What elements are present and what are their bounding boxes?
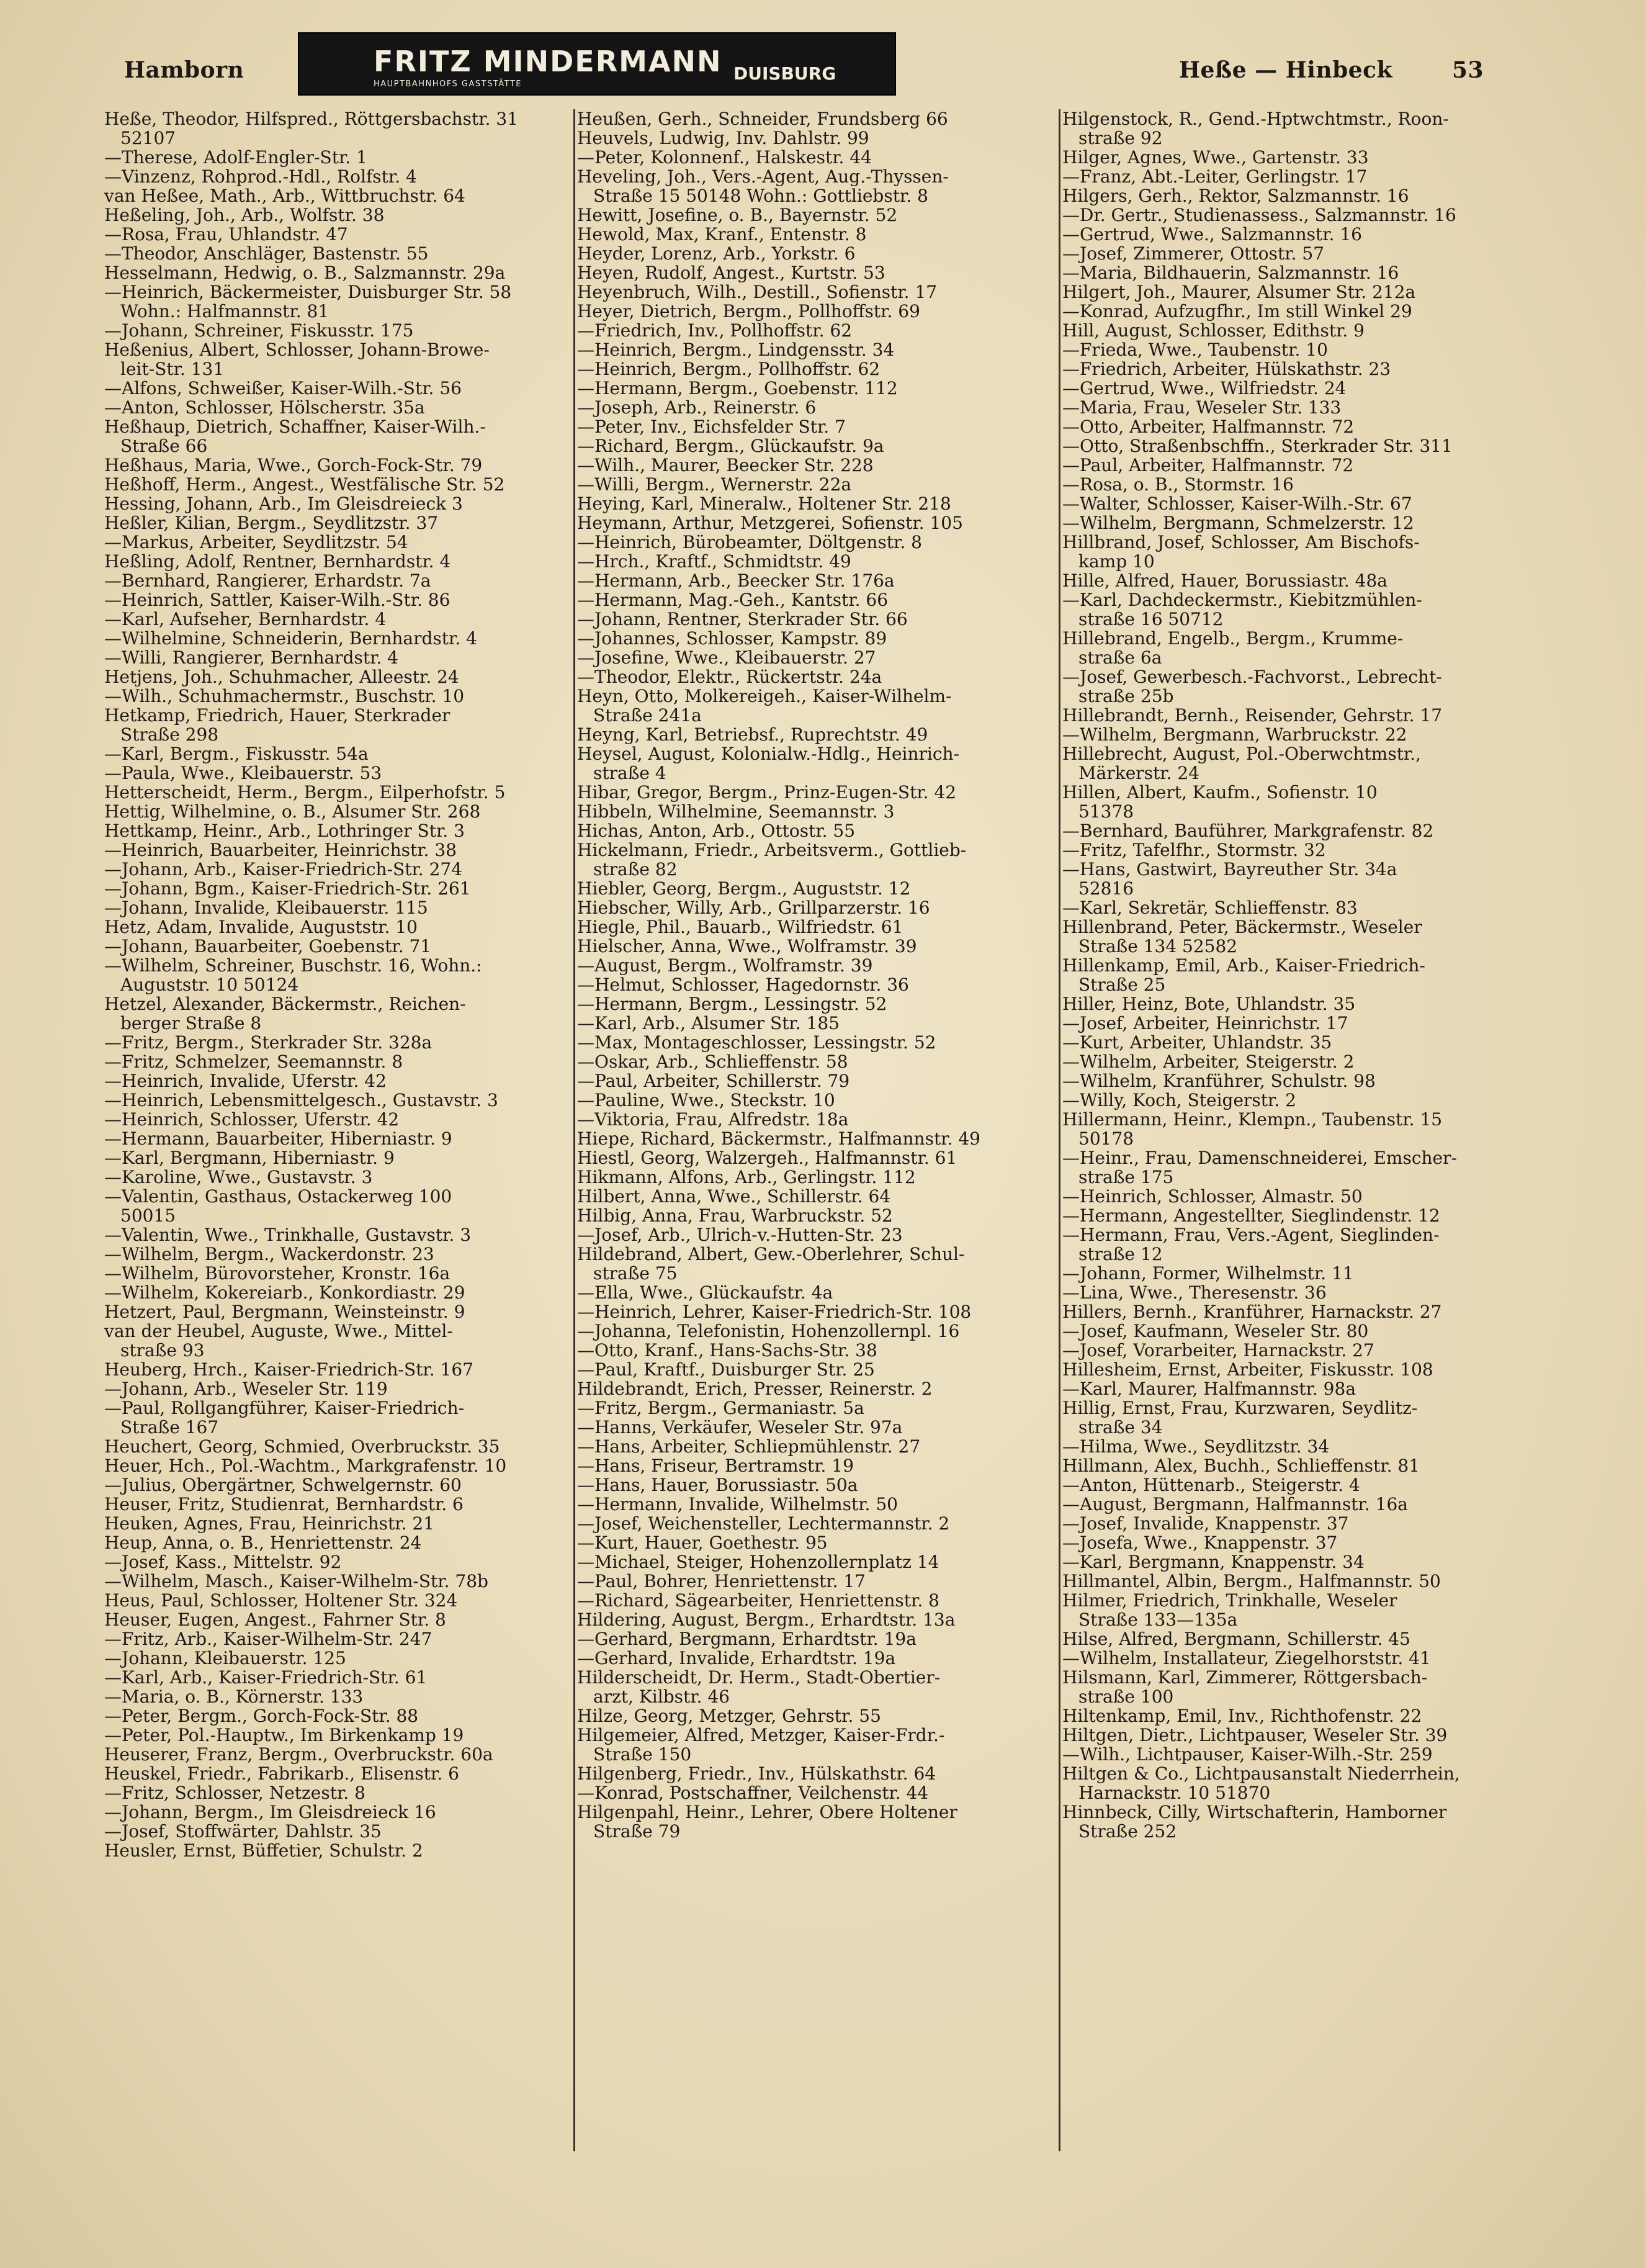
- directory-entry: —Anton, Schlosser, Hölscherstr. 35a: [104, 398, 425, 417]
- directory-entry: —Willi, Rangierer, Bernhardstr. 4: [104, 648, 399, 667]
- directory-entry: —Friedrich, Arbeiter, Hülskathstr. 23: [1062, 359, 1391, 379]
- directory-entry: Hibar, Gregor, Bergm., Prinz-Eugen-Str. 42: [577, 783, 957, 802]
- directory-entry: straße 93: [120, 1341, 205, 1360]
- directory-entry: —Fritz, Bergm., Germaniastr. 5a: [577, 1398, 864, 1418]
- directory-entry: Heuser, Fritz, Studienrat, Bernhardstr. 6: [104, 1495, 464, 1514]
- directory-entry: Heyenbruch, Wilh., Destill., Sofienstr. 17: [577, 282, 938, 302]
- directory-entry: —Johann, Kleibauerstr. 125: [104, 1649, 346, 1668]
- directory-entry: —Wilh., Maurer, Beecker Str. 228: [577, 456, 874, 475]
- directory-entry: Heyng, Karl, Betriebsf., Ruprechtstr. 49: [577, 725, 928, 744]
- directory-entry: —Walter, Schlosser, Kaiser-Wilh.-Str. 67: [1062, 494, 1412, 513]
- directory-entry: —Anton, Hüttenarb., Steigerstr. 4: [1062, 1475, 1360, 1495]
- directory-entry: Straße 134 52582: [1078, 937, 1238, 956]
- directory-entry: straße 82: [593, 860, 678, 879]
- directory-entry: —Konrad, Postschaffner, Veilchenstr. 44: [577, 1783, 929, 1802]
- directory-entry: Heuchert, Georg, Schmied, Overbruckstr. 35: [104, 1437, 500, 1456]
- directory-entry: —Karl, Arb., Kaiser-Friedrich-Str. 61: [104, 1668, 428, 1687]
- directory-entry: Hilger, Agnes, Wwe., Gartenstr. 33: [1062, 148, 1369, 167]
- directory-entry: —Hermann, Mag.-Geh., Kantstr. 66: [577, 590, 889, 610]
- directory-entry: —Paul, Kraftf., Duisburger Str. 25: [577, 1360, 875, 1379]
- directory-entry: —Hermann, Angestellter, Sieglindenstr. 12: [1062, 1206, 1440, 1225]
- directory-entry: —Fritz, Arb., Kaiser-Wilhelm-Str. 247: [104, 1629, 433, 1649]
- directory-entry: —Otto, Arbeiter, Halfmannstr. 72: [1062, 417, 1355, 436]
- directory-entry: Hilze, Georg, Metzger, Gehrstr. 55: [577, 1706, 881, 1726]
- directory-entry: —Heinrich, Lebensmittelgesch., Gustavstr. 3: [104, 1091, 498, 1110]
- directory-entry: 50015: [120, 1206, 176, 1225]
- directory-entry: Hiestl, Georg, Walzergeh., Halfmannstr. 61: [577, 1148, 957, 1168]
- directory-entry: —Hans, Gastwirt, Bayreuther Str. 34a: [1062, 860, 1397, 879]
- directory-entry: Hillenkamp, Emil, Arb., Kaiser-Friedrich-: [1062, 956, 1425, 975]
- directory-entry: —Karoline, Wwe., Gustavstr. 3: [104, 1168, 373, 1187]
- directory-column-3: [1062, 109, 1559, 2251]
- directory-entry: —Dr. Gertr., Studienassess., Salzmannstr. 16: [1062, 205, 1456, 225]
- directory-entry: straße 16 50712: [1078, 610, 1224, 629]
- directory-entry: Heyn, Otto, Molkereigeh., Kaiser-Wilhelm-: [577, 686, 952, 706]
- directory-entry: —Franz, Abt.-Leiter, Gerlingstr. 17: [1062, 167, 1368, 186]
- directory-entry: Wohn.: Halfmannstr. 81: [120, 302, 329, 321]
- directory-entry: —Alfons, Schweißer, Kaiser-Wilh.-Str. 56: [104, 379, 462, 398]
- directory-entry: —Therese, Adolf-Engler-Str. 1: [104, 148, 367, 167]
- directory-entry: Heysel, August, Kolonialw.-Hdlg., Heinrich-: [577, 744, 960, 763]
- directory-entry: —Josef, Stoffwärter, Dahlstr. 35: [104, 1822, 382, 1841]
- directory-entry: —Gerhard, Invalide, Erhardtstr. 19a: [577, 1649, 896, 1668]
- directory-entry: —Heinrich, Bauarbeiter, Heinrichstr. 38: [104, 840, 457, 860]
- directory-entry: Hillebrandt, Bernh., Reisender, Gehrstr. 17: [1062, 706, 1443, 725]
- directory-entry: —Peter, Bergm., Gorch-Fock-Str. 88: [104, 1706, 419, 1726]
- directory-entry: Heuken, Agnes, Frau, Heinrichstr. 21: [104, 1514, 435, 1533]
- directory-entry: —Kurt, Arbeiter, Uhlandstr. 35: [1062, 1033, 1332, 1052]
- directory-entry: —Wilhelm, Arbeiter, Steigerstr. 2: [1062, 1052, 1355, 1071]
- directory-entry: —Johann, Bgm., Kaiser-Friedrich-Str. 261: [104, 879, 471, 898]
- directory-entry: Heuserer, Franz, Bergm., Overbruckstr. 60a: [104, 1745, 493, 1764]
- directory-entry: Hesselmann, Hedwig, o. B., Salzmannstr. 29a: [104, 263, 506, 282]
- directory-entry: —Hans, Hauer, Borussiastr. 50a: [577, 1475, 858, 1495]
- directory-entry: Hilgenstock, R., Gend.-Hptwchtmstr., Roon-: [1062, 109, 1449, 128]
- directory-entry: Hetzel, Alexander, Bäckermstr., Reichen-: [104, 994, 466, 1014]
- directory-entry: 52816: [1078, 879, 1134, 898]
- directory-entry: —Paul, Arbeiter, Halfmannstr. 72: [1062, 456, 1354, 475]
- directory-entry: —Lina, Wwe., Theresenstr. 36: [1062, 1283, 1327, 1302]
- directory-entry: —Willi, Bergm., Wernerstr. 22a: [577, 475, 852, 494]
- directory-entry: Hiepe, Richard, Bäckermstr., Halfmannstr. 49: [577, 1129, 980, 1148]
- directory-entry: —Josefine, Wwe., Kleibauerstr. 27: [577, 648, 876, 667]
- directory-entry: straße 75: [593, 1264, 678, 1283]
- directory-entry: Hichas, Anton, Arb., Ottostr. 55: [577, 821, 856, 840]
- directory-entry: —Richard, Sägearbeiter, Henriettenstr. 8: [577, 1591, 939, 1610]
- directory-entry: —Heinr., Frau, Damenschneiderei, Emscher-: [1062, 1148, 1457, 1168]
- directory-column-1: [104, 109, 570, 2251]
- directory-entry: Hilbig, Anna, Frau, Warbruckstr. 52: [577, 1206, 893, 1225]
- directory-entry: Heveling, Joh., Vers.-Agent, Aug.-Thyssen-: [577, 167, 949, 186]
- directory-entry: —Hrch., Kraftf., Schmidtstr. 49: [577, 552, 851, 571]
- running-head-right: Heße — Hinbeck: [1179, 57, 1393, 83]
- directory-entry: Hiltenkamp, Emil, Inv., Richthofenstr. 22: [1062, 1706, 1422, 1726]
- directory-entry: —Markus, Arbeiter, Seydlitzstr. 54: [104, 533, 408, 552]
- directory-entry: —Willy, Koch, Steigerstr. 2: [1062, 1091, 1296, 1110]
- directory-entry: —Johann, Bergm., Im Gleisdreieck 16: [104, 1802, 436, 1822]
- directory-entry: —Pauline, Wwe., Steckstr. 10: [577, 1091, 835, 1110]
- directory-entry: Hickelmann, Friedr., Arbeitsverm., Gottlieb-: [577, 840, 967, 860]
- running-head-left: Hamborn: [124, 57, 244, 83]
- directory-entry: —Josef, Gewerbesch.-Fachvorst., Lebrecht-: [1062, 667, 1442, 686]
- directory-entry: —Karl, Bergm., Fiskusstr. 54a: [104, 744, 369, 763]
- directory-entry: Hillmantel, Albin, Bergm., Halfmannstr. 50: [1062, 1572, 1441, 1591]
- directory-entry: Heuvels, Ludwig, Inv. Dahlstr. 99: [577, 128, 869, 148]
- directory-entry: Heuskel, Friedr., Fabrikarb., Elisenstr. 6: [104, 1764, 459, 1783]
- directory-entry: —Johann, Former, Wilhelmstr. 11: [1062, 1264, 1354, 1283]
- directory-entry: —Karl, Arb., Alsumer Str. 185: [577, 1014, 840, 1033]
- directory-entry: Hilgers, Gerh., Rektor, Salzmannstr. 16: [1062, 186, 1409, 205]
- directory-entry: —Josef, Invalide, Knappenstr. 37: [1062, 1514, 1349, 1533]
- directory-entry: Hiller, Heinz, Bote, Uhlandstr. 35: [1062, 994, 1356, 1014]
- directory-entry: Hewitt, Josefine, o. B., Bayernstr. 52: [577, 205, 898, 225]
- directory-entry: straße 100: [1078, 1687, 1174, 1706]
- directory-entry: Heymann, Arthur, Metzgerei, Sofienstr. 105: [577, 513, 963, 533]
- directory-entry: —Karl, Aufseher, Bernhardstr. 4: [104, 610, 387, 629]
- directory-entry: —Wilhelm, Bergmann, Schmelzerstr. 12: [1062, 513, 1414, 533]
- directory-entry: Hillebrecht, August, Pol.-Oberwchtmstr.,: [1062, 744, 1422, 763]
- directory-entry: —Paula, Wwe., Kleibauerstr. 53: [104, 763, 382, 783]
- directory-entry: —Vinzenz, Rohprod.-Hdl., Rolfstr. 4: [104, 167, 417, 186]
- directory-entry: —Karl, Sekretär, Schlieffenstr. 83: [1062, 898, 1358, 917]
- directory-entry: Hillbrand, Josef, Schlosser, Am Bischofs-: [1062, 533, 1420, 552]
- directory-entry: —Josef, Zimmerer, Ottostr. 57: [1062, 244, 1325, 263]
- directory-entry: Hildering, August, Bergm., Erhardtstr. 13a: [577, 1610, 956, 1629]
- directory-entry: —Josef, Weichensteller, Lechtermannstr. 2: [577, 1514, 950, 1533]
- directory-entry: —Theodor, Elektr., Rückertstr. 24a: [577, 667, 882, 686]
- directory-entry: Hettig, Wilhelmine, o. B., Alsumer Str. 268: [104, 802, 481, 821]
- directory-entry: —Theodor, Anschläger, Bastenstr. 55: [104, 244, 429, 263]
- directory-entry: —Karl, Dachdeckermstr., Kiebitzmühlen-: [1062, 590, 1422, 610]
- directory-entry: —Josef, Kass., Mittelstr. 92: [104, 1552, 342, 1572]
- directory-entry: Heus, Paul, Schlosser, Holtener Str. 324: [104, 1591, 458, 1610]
- directory-entry: —Josef, Arbeiter, Heinrichstr. 17: [1062, 1014, 1348, 1033]
- directory-entry: —Paul, Arbeiter, Schillerstr. 79: [577, 1071, 850, 1091]
- directory-entry: —Johann, Arb., Weseler Str. 119: [104, 1379, 388, 1398]
- directory-entry: Hibbeln, Wilhelmine, Seemannstr. 3: [577, 802, 895, 821]
- directory-entry: —Kurt, Hauer, Goethestr. 95: [577, 1533, 828, 1552]
- ad-subtitle: HAUPTBAHNHOFS GASTSTÄTTE: [374, 79, 522, 89]
- directory-entry: Hillebrand, Engelb., Bergm., Krumme-: [1062, 629, 1404, 648]
- directory-entry: —Wilhelm, Bergmann, Warbruckstr. 22: [1062, 725, 1407, 744]
- directory-entry: —Richard, Bergm., Glückaufstr. 9a: [577, 436, 884, 456]
- directory-entry: Hettkamp, Heinr., Arb., Lothringer Str. 3: [104, 821, 465, 840]
- directory-entry: —Johann, Schreiner, Fiskusstr. 175: [104, 321, 414, 340]
- directory-entry: Auguststr. 10 50124: [120, 975, 299, 994]
- directory-entry: Hilmer, Friedrich, Trinkhalle, Weseler: [1062, 1591, 1397, 1610]
- directory-entry: straße 92: [1078, 128, 1163, 148]
- column-divider: [573, 109, 575, 2151]
- directory-entry: —Helmut, Schlosser, Hagedornstr. 36: [577, 975, 909, 994]
- directory-entry: —Peter, Inv., Eichsfelder Str. 7: [577, 417, 846, 436]
- directory-entry: Hillenbrand, Peter, Bäckermstr., Weseler: [1062, 917, 1422, 937]
- directory-entry: Straße 241a: [593, 706, 702, 725]
- directory-entry: berger Straße 8: [120, 1014, 262, 1033]
- directory-entry: Hetz, Adam, Invalide, Auguststr. 10: [104, 917, 418, 937]
- directory-entry: straße 12: [1078, 1244, 1163, 1264]
- directory-entry: Hiebler, Georg, Bergm., Auguststr. 12: [577, 879, 911, 898]
- directory-entry: —Oskar, Arb., Schlieffenstr. 58: [577, 1052, 848, 1071]
- directory-entry: —Frieda, Wwe., Taubenstr. 10: [1062, 340, 1328, 359]
- directory-entry: Hilgemeier, Alfred, Metzger, Kaiser-Frdr.-: [577, 1726, 945, 1745]
- directory-entry: Hiegle, Phil., Bauarb., Wilfriedstr. 61: [577, 917, 903, 937]
- directory-entry: Straße 25: [1078, 975, 1166, 994]
- directory-entry: —Karl, Bergmann, Knappenstr. 34: [1062, 1552, 1365, 1572]
- directory-entry: —August, Bergm., Wolframstr. 39: [577, 956, 873, 975]
- directory-entry: —Hermann, Bergm., Lessingstr. 52: [577, 994, 887, 1014]
- directory-entry: —Hans, Friseur, Bertramstr. 19: [577, 1456, 854, 1475]
- directory-entry: —Hermann, Arb., Beecker Str. 176a: [577, 571, 895, 590]
- directory-column-2: [577, 109, 1055, 2251]
- directory-entry: —Peter, Kolonnenf., Halskestr. 44: [577, 148, 872, 167]
- directory-entry: Hiltgen & Co., Lichtpausanstalt Niederrhein,: [1062, 1764, 1460, 1783]
- directory-entry: —Wilhelm, Bergm., Wackerdonstr. 23: [104, 1244, 434, 1264]
- directory-entry: van Heßee, Math., Arb., Wittbruchstr. 64: [104, 186, 465, 205]
- directory-entry: Hill, August, Schlosser, Edithstr. 9: [1062, 321, 1365, 340]
- directory-entry: Heyen, Rudolf, Angest., Kurtstr. 53: [577, 263, 885, 282]
- directory-entry: Heßhaus, Maria, Wwe., Gorch-Fock-Str. 79: [104, 456, 483, 475]
- directory-entry: Hilsmann, Karl, Zimmerer, Röttgersbach-: [1062, 1668, 1428, 1687]
- directory-entry: —Paul, Bohrer, Henriettenstr. 17: [577, 1572, 866, 1591]
- directory-entry: —Wilhelmine, Schneiderin, Bernhardstr. 4: [104, 629, 477, 648]
- directory-entry: —Gertrud, Wwe., Salzmannstr. 16: [1062, 225, 1362, 244]
- page-number: 53: [1452, 57, 1484, 83]
- directory-entry: Hetkamp, Friedrich, Hauer, Sterkrader: [104, 706, 450, 725]
- directory-entry: —Fritz, Tafelfhr., Stormstr. 32: [1062, 840, 1326, 860]
- directory-entry: Hewold, Max, Kranf., Entenstr. 8: [577, 225, 867, 244]
- directory-entry: —Wilhelm, Bürovorsteher, Kronstr. 16a: [104, 1264, 450, 1283]
- directory-entry: Straße 79: [593, 1822, 681, 1841]
- ad-city: DUISBURG: [733, 63, 836, 84]
- directory-entry: —Heinrich, Schlosser, Uferstr. 42: [104, 1110, 400, 1129]
- directory-entry: —Heinrich, Invalide, Uferstr. 42: [104, 1071, 387, 1091]
- directory-entry: —Hilma, Wwe., Seydlitzstr. 34: [1062, 1437, 1330, 1456]
- directory-entry: Straße 150: [593, 1745, 692, 1764]
- directory-entry: —Fritz, Schlosser, Netzestr. 8: [104, 1783, 365, 1802]
- directory-entry: Straße 66: [120, 436, 208, 456]
- directory-entry: Märkerstr. 24: [1078, 763, 1200, 783]
- directory-entry: —Valentin, Gasthaus, Ostackerweg 100: [104, 1187, 452, 1206]
- directory-entry: Hilbert, Anna, Wwe., Schillerstr. 64: [577, 1187, 891, 1206]
- directory-entry: —Wilh., Schuhmachermstr., Buschstr. 10: [104, 686, 465, 706]
- directory-entry: Hillen, Albert, Kaufm., Sofienstr. 10: [1062, 783, 1378, 802]
- directory-entry: —Hanns, Verkäufer, Weseler Str. 97a: [577, 1418, 903, 1437]
- directory-entry: Heyer, Dietrich, Bergm., Pollhoffstr. 69: [577, 302, 920, 321]
- directory-entry: —Otto, Kranf., Hans-Sachs-Str. 38: [577, 1341, 877, 1360]
- directory-entry: —Johann, Arb., Kaiser-Friedrich-Str. 274: [104, 860, 463, 879]
- directory-entry: Hillig, Ernst, Frau, Kurzwaren, Seydlitz-: [1062, 1398, 1418, 1418]
- directory-entry: —Gertrud, Wwe., Wilfriedstr. 24: [1062, 379, 1347, 398]
- directory-entry: —Peter, Pol.-Hauptw., Im Birkenkamp 19: [104, 1726, 464, 1745]
- directory-entry: —Bernhard, Bauführer, Markgrafenstr. 82: [1062, 821, 1434, 840]
- directory-entry: Heßler, Kilian, Bergm., Seydlitzstr. 37: [104, 513, 439, 533]
- directory-entry: —Heinrich, Schlosser, Almastr. 50: [1062, 1187, 1363, 1206]
- directory-entry: Straße 252: [1078, 1822, 1177, 1841]
- directory-entry: Hetzert, Paul, Bergmann, Weinsteinstr. 9: [104, 1302, 465, 1321]
- directory-entry: Heying, Karl, Mineralw., Holtener Str. 218: [577, 494, 951, 513]
- directory-entry: —August, Bergmann, Halfmannstr. 16a: [1062, 1495, 1408, 1514]
- directory-entry: Hetterscheidt, Herm., Bergm., Eilperhofstr. 5: [104, 783, 506, 802]
- directory-entry: Heßling, Adolf, Rentner, Bernhardstr. 4: [104, 552, 451, 571]
- directory-entry: —Max, Montageschlosser, Lessingstr. 52: [577, 1033, 936, 1052]
- directory-entry: Heßenius, Albert, Schlosser, Johann-Browe-: [104, 340, 490, 359]
- directory-entry: Straße 15 50148 Wohn.: Gottliebstr. 8: [593, 186, 928, 205]
- directory-entry: —Heinrich, Sattler, Kaiser-Wilh.-Str. 86: [104, 590, 450, 610]
- directory-entry: Hillmann, Alex, Buchh., Schlieffenstr. 81: [1062, 1456, 1420, 1475]
- directory-entry: Hilse, Alfred, Bergmann, Schillerstr. 45: [1062, 1629, 1410, 1649]
- directory-entry: Straße 167: [120, 1418, 219, 1437]
- directory-entry: Heßhaup, Dietrich, Schaffner, Kaiser-Wilh.-: [104, 417, 486, 436]
- directory-entry: Heße, Theodor, Hilfspred., Röttgersbachstr. 31: [104, 109, 519, 128]
- directory-entry: leit-Str. 131: [120, 359, 225, 379]
- directory-entry: 50178: [1078, 1129, 1134, 1148]
- directory-entry: Hinnbeck, Cilly, Wirtschafterin, Hamborner: [1062, 1802, 1447, 1822]
- directory-entry: —Karl, Maurer, Halfmannstr. 98a: [1062, 1379, 1356, 1398]
- directory-entry: straße 25b: [1078, 686, 1174, 706]
- directory-entry: —Maria, Bildhauerin, Salzmannstr. 16: [1062, 263, 1399, 282]
- directory-entry: Hillers, Bernh., Kranführer, Harnackstr. 27: [1062, 1302, 1442, 1321]
- directory-entry: Heuer, Hch., Pol.-Wachtm., Markgrafenstr. 10: [104, 1456, 507, 1475]
- directory-entry: —Wilh., Lichtpauser, Kaiser-Wilh.-Str. 259: [1062, 1745, 1433, 1764]
- directory-entry: —Viktoria, Frau, Alfredstr. 18a: [577, 1110, 849, 1129]
- directory-entry: —Josef, Arb., Ulrich-v.-Hutten-Str. 23: [577, 1225, 903, 1244]
- directory-entry: Heup, Anna, o. B., Henriettenstr. 24: [104, 1533, 422, 1552]
- directory-entry: van der Heubel, Auguste, Wwe., Mittel-: [104, 1321, 453, 1341]
- directory-entry: Hilgenpahl, Heinr., Lehrer, Obere Holtener: [577, 1802, 957, 1822]
- directory-entry: —Ella, Wwe., Glückaufstr. 4a: [577, 1283, 833, 1302]
- directory-entry: —Johann, Invalide, Kleibauerstr. 115: [104, 898, 428, 917]
- directory-entry: —Heinrich, Bürobeamter, Döltgenstr. 8: [577, 533, 922, 552]
- directory-entry: Harnackstr. 10 51870: [1078, 1783, 1271, 1802]
- directory-entry: Hiltgen, Dietr., Lichtpauser, Weseler Str. 39: [1062, 1726, 1448, 1745]
- directory-entry: Hetjens, Joh., Schuhmacher, Alleestr. 24: [104, 667, 459, 686]
- directory-entry: —Maria, o. B., Körnerstr. 133: [104, 1687, 364, 1706]
- directory-entry: —Michael, Steiger, Hohenzollernplatz 14: [577, 1552, 939, 1572]
- directory-entry: Heuser, Eugen, Angest., Fahrner Str. 8: [104, 1610, 446, 1629]
- directory-entry: —Friedrich, Inv., Pollhoffstr. 62: [577, 321, 853, 340]
- directory-entry: Hildebrand, Albert, Gew.-Oberlehrer, Schul-: [577, 1244, 965, 1264]
- directory-entry: arzt, Kilbstr. 46: [593, 1687, 730, 1706]
- directory-entry: Hillesheim, Ernst, Arbeiter, Fiskusstr. 108: [1062, 1360, 1433, 1379]
- directory-entry: Heuberg, Hrch., Kaiser-Friedrich-Str. 167: [104, 1360, 473, 1379]
- directory-entry: —Hermann, Invalide, Wilhelmstr. 50: [577, 1495, 898, 1514]
- directory-entry: Hillermann, Heinr., Klempn., Taubenstr. 15: [1062, 1110, 1443, 1129]
- directory-entry: straße 34: [1078, 1418, 1163, 1437]
- directory-entry: Hilderscheidt, Dr. Herm., Stadt-Obertier-: [577, 1668, 941, 1687]
- directory-entry: straße 4: [593, 763, 666, 783]
- directory-entry: Heßeling, Joh., Arb., Wolfstr. 38: [104, 205, 385, 225]
- directory-entry: —Rosa, Frau, Uhlandstr. 47: [104, 225, 348, 244]
- directory-entry: Hildebrandt, Erich, Presser, Reinerstr. 2: [577, 1379, 933, 1398]
- directory-entry: Hielscher, Anna, Wwe., Wolframstr. 39: [577, 937, 917, 956]
- directory-entry: —Hermann, Frau, Vers.-Agent, Sieglinden-: [1062, 1225, 1440, 1244]
- directory-entry: —Rosa, o. B., Stormstr. 16: [1062, 475, 1294, 494]
- directory-entry: —Fritz, Schmelzer, Seemannstr. 8: [104, 1052, 403, 1071]
- directory-entry: kamp 10: [1078, 552, 1155, 571]
- directory-entry: —Wilhelm, Kranführer, Schulstr. 98: [1062, 1071, 1376, 1091]
- ad-title: FRITZ MINDERMANN: [374, 45, 722, 78]
- directory-entry: Heußen, Gerh., Schneider, Frundsberg 66: [577, 109, 948, 128]
- directory-entry: —Hermann, Bauarbeiter, Hiberniastr. 9: [104, 1129, 452, 1148]
- directory-entry: —Julius, Obergärtner, Schwelgernstr. 60: [104, 1475, 462, 1495]
- directory-entry: Straße 133—135a: [1078, 1610, 1238, 1629]
- directory-entry: —Paul, Rollgangführer, Kaiser-Friedrich-: [104, 1398, 465, 1418]
- directory-entry: —Karl, Bergmann, Hiberniastr. 9: [104, 1148, 395, 1168]
- directory-entry: Heusler, Ernst, Büffetier, Schulstr. 2: [104, 1841, 423, 1860]
- directory-entry: —Hermann, Bergm., Goebenstr. 112: [577, 379, 898, 398]
- directory-entry: —Bernhard, Rangierer, Erhardstr. 7a: [104, 571, 431, 590]
- directory-entry: —Johann, Rentner, Sterkrader Str. 66: [577, 610, 908, 629]
- directory-entry: Hessing, Johann, Arb., Im Gleisdreieck 3: [104, 494, 463, 513]
- directory-entry: —Konrad, Aufzugfhr., Im still Winkel 29: [1062, 302, 1412, 321]
- directory-entry: —Heinrich, Bergm., Pollhoffstr. 62: [577, 359, 881, 379]
- directory-entry: —Johanna, Telefonistin, Hohenzollernpl. 16: [577, 1321, 960, 1341]
- column-divider: [1059, 109, 1060, 2151]
- directory-entry: —Wilhelm, Installateur, Ziegelhorststr. 41: [1062, 1649, 1431, 1668]
- directory-entry: Hilgert, Joh., Maurer, Alsumer Str. 212a: [1062, 282, 1416, 302]
- directory-entry: —Johannes, Schlosser, Kampstr. 89: [577, 629, 887, 648]
- directory-entry: Hiebscher, Willy, Arb., Grillparzerstr. 16: [577, 898, 930, 917]
- directory-entry: —Maria, Frau, Weseler Str. 133: [1062, 398, 1342, 417]
- directory-entry: 52107: [120, 128, 176, 148]
- directory-entry: —Wilhelm, Kokereiarb., Konkordiastr. 29: [104, 1283, 465, 1302]
- directory-entry: straße 175: [1078, 1168, 1174, 1187]
- directory-entry: —Hans, Arbeiter, Schliepmühlenstr. 27: [577, 1437, 921, 1456]
- directory-entry: —Otto, Straßenbschffn., Sterkrader Str. 311: [1062, 436, 1453, 456]
- directory-entry: Heßhoff, Herm., Angest., Westfälische Str. 52: [104, 475, 505, 494]
- directory-entry: —Wilhelm, Masch., Kaiser-Wilhelm-Str. 78b: [104, 1572, 488, 1591]
- directory-entry: —Joseph, Arb., Reinerstr. 6: [577, 398, 817, 417]
- directory-entry: —Josef, Vorarbeiter, Harnackstr. 27: [1062, 1341, 1374, 1360]
- directory-entry: Straße 298: [120, 725, 219, 744]
- directory-entry: Hikmann, Alfons, Arb., Gerlingstr. 112: [577, 1168, 916, 1187]
- directory-entry: —Heinrich, Bäckermeister, Duisburger Str. 58: [104, 282, 512, 302]
- directory-entry: 51378: [1078, 802, 1134, 821]
- directory-entry: —Heinrich, Bergm., Lindgensstr. 34: [577, 340, 895, 359]
- directory-entry: Heyder, Lorenz, Arb., Yorkstr. 6: [577, 244, 856, 263]
- directory-entry: —Josefa, Wwe., Knappenstr. 37: [1062, 1533, 1338, 1552]
- directory-entry: —Johann, Bauarbeiter, Goebenstr. 71: [104, 937, 432, 956]
- directory-entry: Hilgenberg, Friedr., Inv., Hülskathstr. 64: [577, 1764, 936, 1783]
- directory-entry: —Gerhard, Bergmann, Erhardtstr. 19a: [577, 1629, 917, 1649]
- directory-entry: —Valentin, Wwe., Trinkhalle, Gustavstr. 3: [104, 1225, 472, 1244]
- directory-entry: —Wilhelm, Schreiner, Buschstr. 16, Wohn.:: [104, 956, 482, 975]
- directory-entry: —Josef, Kaufmann, Weseler Str. 80: [1062, 1321, 1369, 1341]
- directory-entry: —Fritz, Bergm., Sterkrader Str. 328a: [104, 1033, 433, 1052]
- directory-entry: —Heinrich, Lehrer, Kaiser-Friedrich-Str. 108: [577, 1302, 972, 1321]
- directory-entry: straße 6a: [1078, 648, 1162, 667]
- directory-entry: Hille, Alfred, Hauer, Borussiastr. 48a: [1062, 571, 1387, 590]
- advertisement-banner: [298, 32, 896, 96]
